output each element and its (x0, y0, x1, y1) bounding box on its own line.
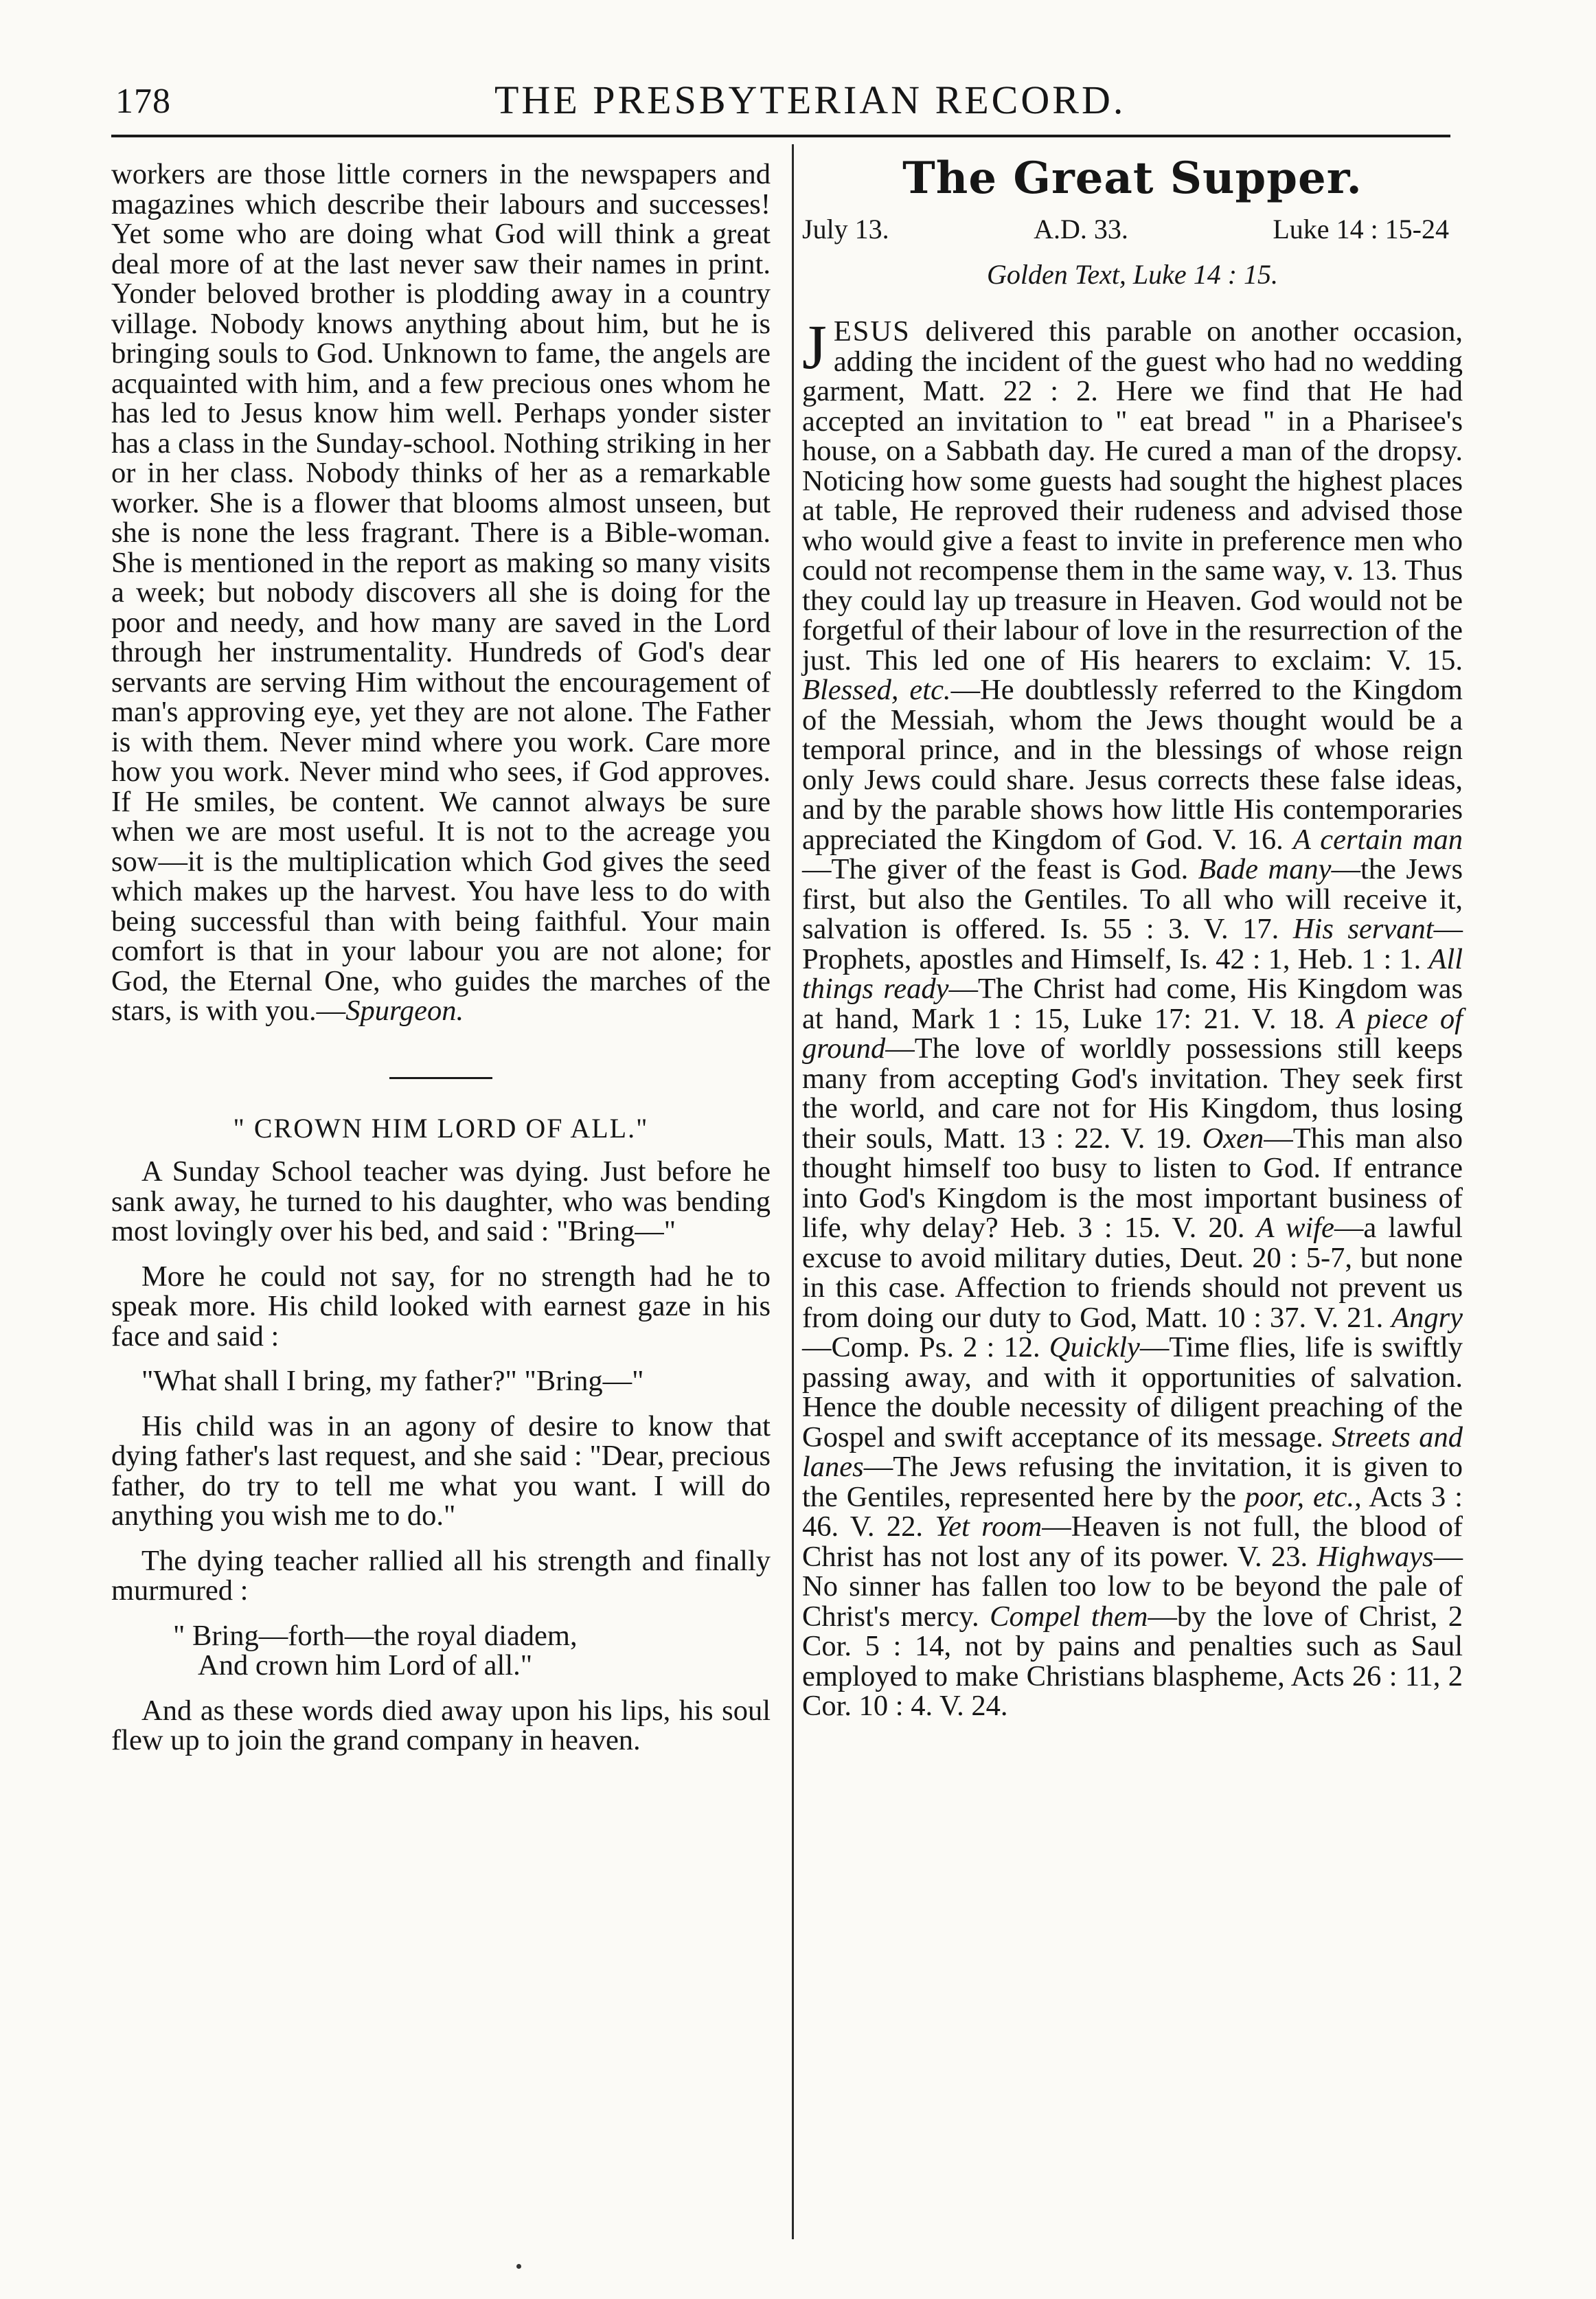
article-title: The Great Supper. (902, 152, 1363, 204)
body-paragraph: "What shall I bring, my father?" "Bring—" (141, 1365, 644, 1397)
section-rule (389, 1077, 492, 1079)
lesson-reference-line (802, 214, 1449, 245)
text-segment: —The giver of the feast is God. (802, 853, 1198, 885)
right-column (802, 152, 1463, 1722)
text-segment: — No sinner has fallen too low to be beyond the pale of Christ's mercy. (802, 1540, 1463, 1633)
verse-keyword: Compel them (990, 1600, 1148, 1633)
left-column (111, 159, 771, 1756)
verse-keyword: All things ready (802, 942, 1463, 1005)
text-segment: —a lawful excuse to avoid military duties, Deut. 20 : 5-7, but none in this case. Affection to friends should not prevent us from doing our duty to God, Matt. 10 : 37. V. 21. (802, 1212, 1463, 1334)
body-paragraph: The dying teacher rallied all his strength and finally murmured : (111, 1544, 771, 1607)
lesson-year: A.D. 33. (1034, 214, 1128, 245)
drop-cap: J (802, 312, 827, 382)
verse-line: " Bring—forth—the royal diadem, (173, 1619, 578, 1652)
section-title: " CROWN HIM LORD OF ALL." (233, 1112, 649, 1144)
verse-keyword: Highways (1316, 1540, 1434, 1573)
opening-word: ESUS (833, 315, 911, 348)
verse-keyword: poor, etc. (1244, 1480, 1355, 1513)
verse-keyword: Bade many (1198, 853, 1332, 885)
text-segment: —This man also thought himself too busy to listen to God. If entrance into God's Kingdom is the most important business of life, why delay? Heb. 3 : 15. V. 20. (802, 1122, 1463, 1244)
golden-text: Golden Text, Luke 14 : 15. (986, 258, 1279, 290)
lesson-body (802, 312, 1463, 1722)
text-segment: —The Christ had come, His Kingdom was at hand, Mark 1 : 15, Luke 17: 21. V. 18. (802, 973, 1463, 1035)
body-paragraph: His child was in an agony of desire to know that dying father's last request, and she said : "Dear, precious father, do try to tell me what you want. I will do anything you wish me to do." (111, 1409, 771, 1532)
text-segment: —Time flies, life is swiftly passing away, and with it opportunities of salvation. Hence the double necessity of diligent preaching of the Gospel and swift acceptance of its message. (802, 1331, 1463, 1453)
verse-keyword: Streets and lanes (802, 1420, 1463, 1483)
verse-line: And crown him Lord of all." (198, 1649, 533, 1681)
signature: Spurgeon. (345, 995, 464, 1027)
text-segment: — Prophets, apostles and Himself, Is. 42 : 1, Heb. 1 : 1. (802, 913, 1463, 975)
text-segment: —Comp. Ps. 2 : 12. (802, 1331, 1049, 1363)
body-paragraph: More he could not say, for no strength had he to speak more. His child looked with earnest gaze in his face and said : (111, 1260, 771, 1352)
body-paragraph: A Sunday School teacher was dying. Just before he sank away, he turned to his daughter, who was bending most lovingly over his bed, and said : "Bring—" (111, 1155, 771, 1247)
text-segment: —The Jews refusing the invitation, it is given to the Gentiles, represented here by the (802, 1451, 1463, 1513)
verse-keyword: A wife (1256, 1212, 1334, 1244)
verse-keyword: Blessed, etc. (802, 674, 951, 706)
verse-keyword: A piece of ground (802, 1002, 1463, 1065)
verse-keyword: Quickly (1049, 1331, 1140, 1363)
text-segment: —He doubtlessly referred to the Kingdom of the Messiah, whom the Jews thought would be a temporal prince, and in the blessings of whose reign only Jews could share. Jesus corrects these false ideas, and by the parable shows how little His contemporaries appreciated the Kingdom of God. V. 16. (802, 674, 1463, 856)
page-number: 178 (115, 82, 171, 121)
paragraph-text: workers are those little corners in the newspapers and magazines which describe their labours and successes! Yet some who are doing what God will think a great deal more of at the last never saw their names in print. Yonder beloved brother is plodding away in a country village. Nobody knows anything about him, but he is bringing souls to God. Unknown to fame, the angels are acquainted with him, and a few precious ones whom he has led to Jesus know him well. Perhaps yonder sister has a class in the Sunday-school. Nothing striking in her or in her class. Nobody thinks of her as a remarkable worker. She is a flower that blooms almost unseen, but she is none the less fragrant. There is a Bible-woman. She is mentioned in the report as making so many visits a week; but nobody discovers all she is doing for the poor and needy, and how many are saved in the Lord through her instrumentality. Hundreds of God's dear servants are serving Him without the encouragement of man's approving eye, yet they are not alone. The Father is with them. Never mind where you work. Care more how you work. Never mind who sees, if God approves. If He smiles, be content. We cannot always be sure when we are most useful. It is not to the acreage you sow—it is the multiplication which God gives the seed which makes up the harvest. You have less to do with being successful than with being faithful. Your main comfort is that in your labour you are not alone; for God, the Eternal One, who guides the marches of the stars, is with you.— (111, 158, 771, 1027)
header-rule (111, 135, 1450, 137)
text-segment: —Heaven is not full, the blood of Christ has not lost any of its power. V. 23. (802, 1510, 1463, 1573)
text-segment: , Acts 3 : 46. V. 22. (802, 1480, 1463, 1543)
lesson-date: July 13. (802, 214, 889, 245)
scripture-reference: Luke 14 : 15-24 (1273, 214, 1449, 245)
column-divider (792, 144, 794, 2239)
verse-keyword: Yet room (935, 1510, 1042, 1543)
text-segment: —The love of worldly possessions still keeps many from accepting God's invitation. They seek first the world, and care not for His Kingdom, thus losing their souls, Matt. 13 : 22. V. 19. (802, 1032, 1463, 1155)
verse-keyword: Oxen (1202, 1122, 1264, 1155)
body-paragraph: And as these words died away upon his lips, his soul flew up to join the grand company in heaven. (111, 1694, 771, 1756)
verse-keyword: His servant (1292, 913, 1434, 945)
text-segment: —the Jews first, but also the Gentiles. To all who will receive it, salvation is offered. Is. 55 : 3. V. 17. (802, 853, 1463, 945)
print-speck (516, 2264, 521, 2269)
body-paragraph (111, 159, 771, 1026)
text-segment: delivered this parable on another occasion, adding the incident of the guest who had no wedding garment, Matt. 22 : 2. Here we find that He had accepted an invitation to " eat bread " in a Pharisee's house, on a Sabbath day. He cured a man of the dropsy. Noticing how some guests had sought the highest places at table, He reproved their rudeness and advised those who would give a feast to invite in preference men who could not recompense them in the same way, v. 13. Thus they could lay up treasure in Heaven. God would not be forgetful of their labour of love in the resurrection of the just. This led one of His hearers to exclaim: V. 15. (802, 315, 1463, 677)
verse-keyword: A certain man (1292, 823, 1463, 856)
verse-keyword: Angry (1391, 1301, 1463, 1334)
text-segment: —by the love of Christ, 2 Cor. 5 : 14, not by pains and penalties such as Saul employed to make Christians blaspheme, Acts 26 : 11, 2 Cor. 10 : 4. V. 24. (802, 1600, 1463, 1722)
running-head: THE PRESBYTERIAN RECORD. (494, 78, 1126, 122)
